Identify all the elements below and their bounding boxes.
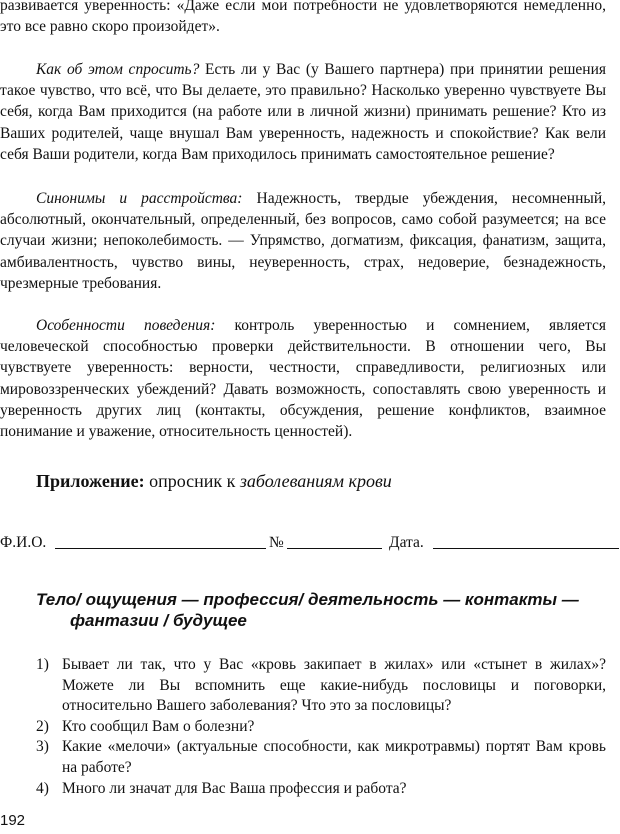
- question-number: 4): [36, 779, 49, 797]
- question-item: [0, 737, 606, 778]
- form-fields-row: [0, 533, 620, 555]
- behavior-text: контроль уверенностью и сомнением, является человеческой способностью проверки действительности. В отношении чего, Вы чувствуете уверенность: верности, честности, справедливости, религиозных или мировоззренческих убеждений? Давать возможность, сопоставлять свою уверенность и уверенность других лиц (контакты, обсуждения, решение конфликтов, взаимное понимание и уважение, относительность ценностей).: [0, 317, 606, 441]
- paragraph-behavior: [0, 315, 606, 442]
- question-number: 2): [36, 717, 49, 735]
- question-item: [0, 655, 606, 717]
- appendix-label: Приложение:: [36, 471, 145, 491]
- page-number: 192: [0, 812, 26, 829]
- question-text: Кто сообщил Вам о болезни?: [62, 717, 255, 735]
- question-item: [0, 717, 606, 738]
- question-text: Бывает ли так, что у Вас «кровь закипает в жилах» или «стынет в жилах»? Можете ли Вы вспомнить еще какие-нибудь пословицы и поговорки, относительно Вашего заболевания? Что это за пословицы?: [62, 656, 606, 715]
- behavior-heading: Особенности поведения:: [36, 317, 216, 334]
- question-number: 1): [36, 656, 49, 673]
- how-to-ask-text: Есть ли у Вас (у Вашего партнера) при принятии решения такое чувство, что всё, что Вы делаете, это правильно? Насколько уверенно чувствуете Вы себя, когда Вам приходится (на работе или в личной жизни) принимать решение? Кто из Ваших родителей, чаще внушал Вам уверенность, надежность и спокойствие? Как вели себя Ваши родители, когда Вам приходилось принимать самостоятельное решение?: [0, 61, 606, 163]
- name-field-blank[interactable]: [55, 533, 266, 549]
- section-heading-line2: фантазии / будущее: [70, 611, 247, 630]
- paragraph-intro: [0, 0, 606, 37]
- section-heading: [36, 589, 606, 631]
- name-field-label: Ф.И.О.: [0, 534, 47, 551]
- date-field-label: Дата.: [389, 534, 424, 551]
- question-text: Много ли значат для Вас Ваша профессия и работа?: [62, 779, 407, 797]
- section-heading-line1: Тело/ ощущения — профессия/ деятельность — контакты —: [36, 590, 579, 609]
- paragraph-synonyms: [0, 188, 606, 294]
- date-field-blank[interactable]: [433, 533, 619, 549]
- how-to-ask-heading: Как об этом спросить?: [36, 61, 200, 78]
- synonyms-text: Надежность, твердые убеждения, несомненный, абсолютный, окончательный, определенный, без вопросов, само собой разумеется; на все случаи жизни; непоколебимость. — Упрямство, догматизм, фиксация, фанатизм, защита, амбивалентность, чувство вины, неуверенность, страх, недоверие, безнадежность, чрезмерные требования.: [0, 190, 606, 292]
- appendix-plain: опросник к: [144, 471, 240, 491]
- question-item: [0, 779, 606, 800]
- question-number: 3): [36, 738, 49, 756]
- number-field-blank[interactable]: [287, 533, 382, 549]
- question-list: [0, 655, 606, 799]
- paragraph-how-to-ask: [0, 59, 606, 165]
- question-text: Какие «мелочи» (актуальные способности, как микротравмы) портят Вам кровь на работе?: [62, 738, 606, 776]
- appendix-heading: [36, 470, 392, 492]
- synonyms-heading: Синонимы и расстройства:: [36, 190, 243, 207]
- appendix-topic: заболеваниям крови: [239, 471, 392, 491]
- number-field-label: №: [269, 534, 284, 551]
- paragraph-intro-text: развивается уверенность: «Даже если мои потребности не удовлетворяются немедленно, это все равно скоро произойдет».: [0, 0, 606, 36]
